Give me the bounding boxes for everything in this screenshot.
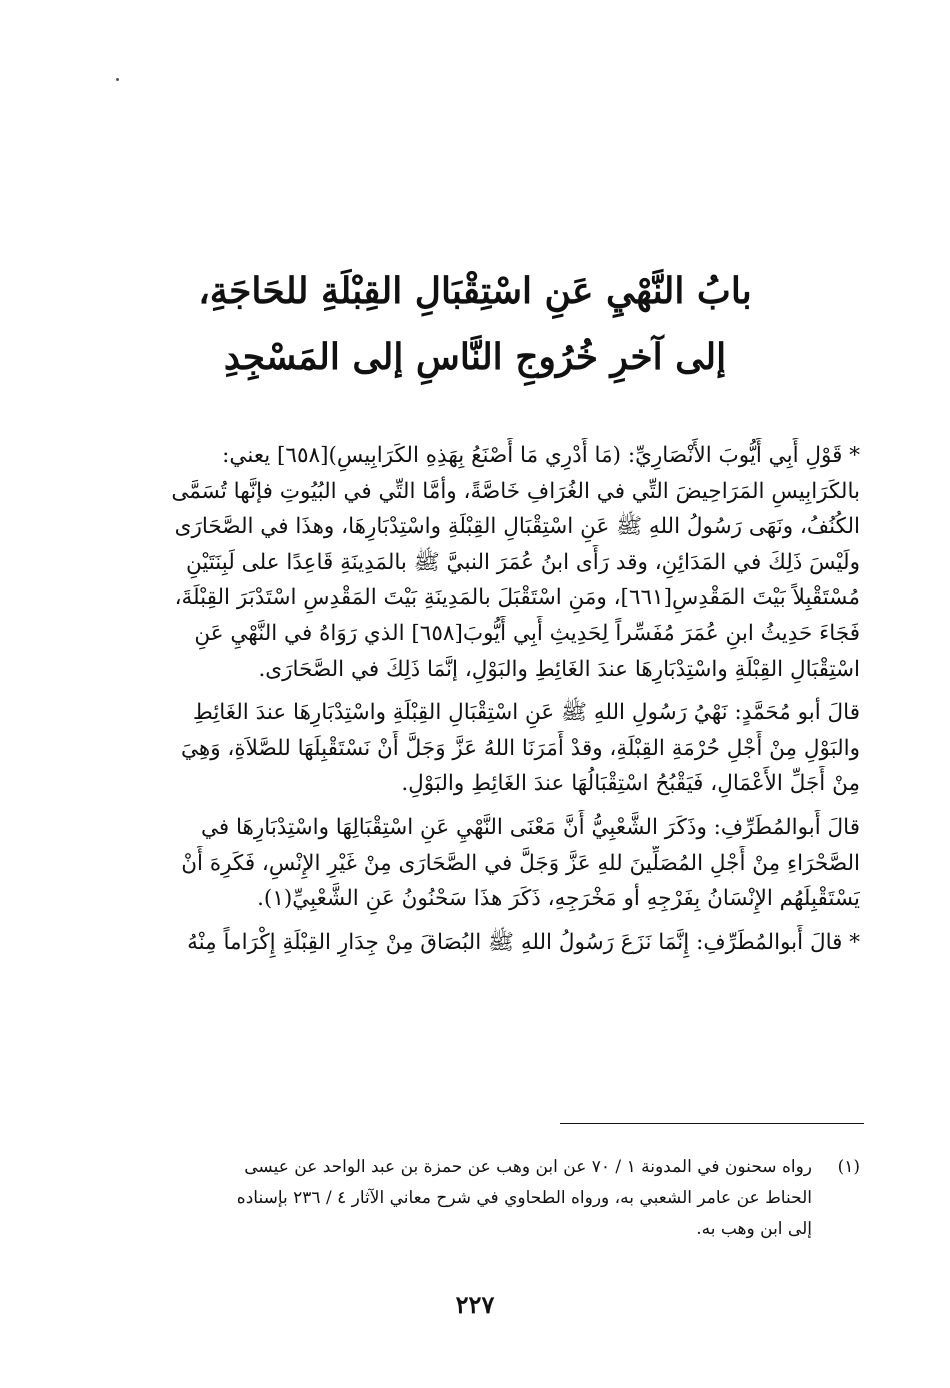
chapter-title-line-1: بابُ النَّهْيِ عَنِ اسْتِقْبَالِ القِبْلَةِ للحَاجَةِ، bbox=[198, 270, 752, 312]
text-line: الكُنُفُ، ونَهَى رَسُولُ اللهِ ﷺ عَنِ اسْتِقْبَالِ القِبْلَةِ واسْتِدْبَارِهَا، وهذَا في الصَّحَارَى bbox=[174, 514, 860, 540]
text-line: بالكَرَابِيسِ المَرَاحِيضَ التِّي في الغُرَافِ خَاصَّةً، وأمَّا التِّي في البُيُوتِ فإنَّها تُسَمَّى bbox=[171, 478, 860, 504]
footnote-line: إلى ابن وهب به. bbox=[696, 1219, 812, 1239]
body-text bbox=[90, 438, 860, 968]
text-line: الصَّحْرَاءِ مِنْ أَجْلِ المُصَلِّينَ للهِ عَزَّ وَجَلَّ في الصَّحَارَى مِنْ غَيْرِ الإِنْسِ، فَكَرِهَ أَنْ bbox=[181, 850, 860, 876]
chapter-title-line-2: إلى آخرِ خُرُوجِ النَّاسِ إلى المَسْجِدِ bbox=[223, 336, 727, 378]
text-line: مِنْ أَجَلِّ الأَعْمَالِ، فَيَقْبُحُ اسْتِقْبَالُهَا عندَ الغَائِطِ والبَوْلِ. bbox=[401, 771, 860, 797]
text-line: اسْتِقْبَالِ القِبْلَةِ واسْتِدْبَارِهَا عندَ الغَائِطِ والبَوْلِ، إنَّمَا ذَلِكَ في الصَّحَارَى. bbox=[258, 656, 860, 682]
footnote bbox=[90, 1152, 860, 1245]
footnote-line: الحناط عن عامر الشعبي به، ورواه الطحاوي في شرح معاني الآثار ٤ / ٢٣٦ بإسناده bbox=[236, 1188, 812, 1208]
text-line: قالَ أَبوالمُطَرِّفِ: وذَكَرَ الشَّعْبِيُّ أَنَّ مَعْنَى النَّهْيِ عَنِ اسْتِقْبَالِهَا واسْتِدْبَارِهَا في bbox=[200, 814, 860, 840]
text-line: فَجَاءَ حَدِيثُ ابنِ عُمَرَ مُفَسِّراً لِحَدِيثِ أَبِي أَيُّوبَ[٦٥٨] الذي رَوَاهُ في النَّهْيِ عَنِ bbox=[194, 620, 860, 646]
paragraph-2 bbox=[90, 695, 860, 802]
speck-mark bbox=[116, 78, 119, 81]
text-line: يَسْتَقْبِلَهُم الإِنْسَانُ بِفَرْجِهِ أو مَخْرَجِهِ، ذَكَرَ هذَا سَحْنُونُ عَنِ الشَّعْبِيِّ(١). bbox=[257, 886, 860, 912]
page-number: ٢٢٧ bbox=[455, 1290, 495, 1319]
footnote-body bbox=[90, 1152, 812, 1245]
paragraph-4 bbox=[90, 925, 860, 961]
text-line: مُسْتَقْبِلاً بَيْتَ المَقْدِسِ[٦٦١]، ومَنِ اسْتَقْبَلَ بالمَدِينَةِ بَيْتَ المَقْدِسِ اسْتَدْبَرَ القِبْلَةَ، bbox=[174, 585, 860, 611]
paragraph-3 bbox=[90, 810, 860, 917]
chapter-title bbox=[100, 258, 850, 390]
text-line: قالَ أبو مُحَمَّدٍ: نَهْيُ رَسُولِ اللهِ ﷺ عَنِ اسْتِقْبَالِ القِبْلَةِ واسْتِدْبَارِهَا عندَ الغَائِطِ bbox=[192, 700, 860, 726]
footnote-line: رواه سحنون في المدونة ١ / ٧٠ عن ابن وهب عن حمزة بن عبد الواحد عن عيسى bbox=[244, 1157, 812, 1177]
text-line: ولَيْسَ ذَلِكَ في المَدَائِنِ، وقد رَأَى ابنُ عُمَرَ النبيَّ ﷺ بالمَدِينَةِ قَاعِدًا على لَبِنَتَيْنِ bbox=[185, 549, 860, 575]
text-line: * قالَ أَبوالمُطَرِّفِ: إِنَّمَا نَزَعَ رَسُولُ اللهِ ﷺ البُصَاقَ مِنْ جِدَارِ القِبْلَةِ إِكْرَاماً مِنْهُ bbox=[187, 929, 860, 955]
text-line: * قَوْلِ أَبِي أَيُّوبَ الأَنْصَارِيِّ: (مَا أَدْرِي مَا أَصْنَعُ بِهَذِهِ الكَرَابِيسِ)[٦٥٨] يعني: bbox=[222, 443, 860, 468]
text-line: والبَوْلِ مِنْ أَجْلِ حُرْمَةِ القِبْلَةِ، وقدْ أَمَرَنَا اللهُ عَزَّ وَجَلَّ أَنْ نَسْتَقْبِلَهَا للصَّلاَةِ، وَهِيَ bbox=[180, 735, 860, 761]
paragraph-1 bbox=[90, 438, 860, 687]
footnote-marker: (١) bbox=[837, 1157, 860, 1177]
footnote-separator bbox=[560, 1123, 864, 1124]
